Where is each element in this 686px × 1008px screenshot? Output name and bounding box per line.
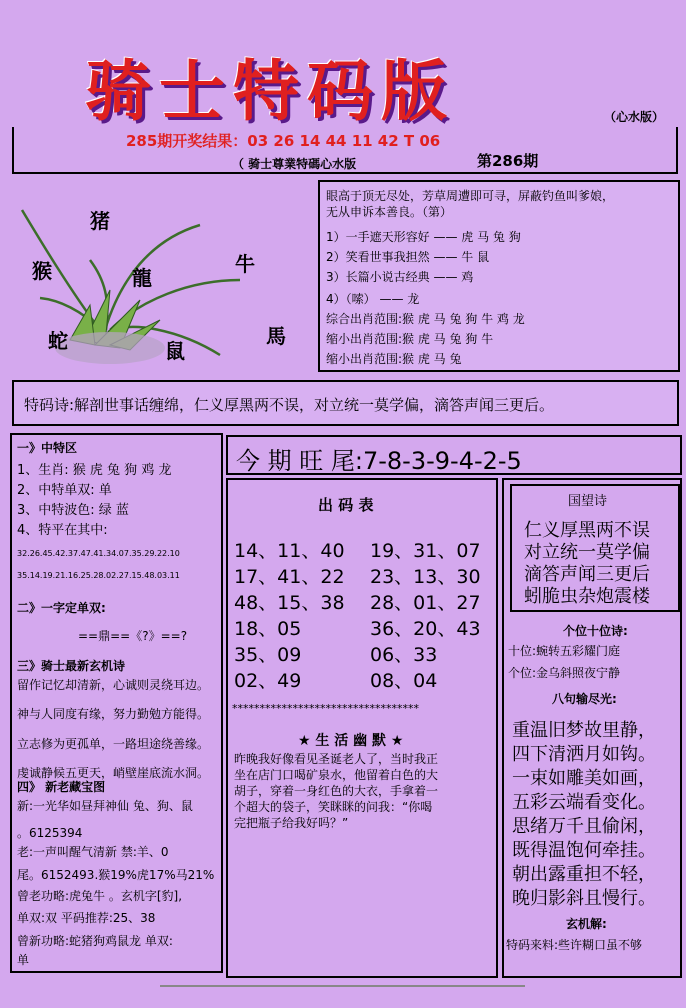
num-row-3a: 48、15、38	[234, 592, 345, 614]
animal-horse: 馬	[266, 324, 286, 348]
zodiac-range-3: 缩小出肖范围:猴 虎 马 兔	[326, 352, 462, 366]
num-row-3b: 28、01、27	[370, 592, 481, 614]
treasure-line-5: 曾老功略:虎兔牛 。玄机字[豹],	[17, 889, 183, 903]
baju-line-1: 重温旧梦故里静，	[512, 720, 656, 741]
zodiac-line: 1、生肖: 猴 虎 兔 狗 鸡 龙	[17, 463, 172, 478]
baju-line-8: 晚归影斜且慢行。	[512, 888, 656, 909]
page-title: 骑士特码版	[85, 52, 455, 130]
guowang-line-1: 仁义厚黑两不误	[524, 520, 650, 541]
humor-title: ★ 生 活 幽 默 ★	[298, 733, 404, 749]
gewei-line: 个位:金乌斜照夜宁静	[508, 666, 621, 680]
special-poem-text: 特码诗:解剖世事话缠绵，仁义厚黑两不误，对立统一莫学偏，滴答声闻三更后。	[24, 396, 555, 414]
poem-line-3: 3）长篇小说古经典 —— 鸡	[326, 270, 474, 284]
left-panel	[10, 433, 223, 973]
poem-line-1: 1）一手遮天形容好 —— 虎 马 兔 狗	[326, 230, 521, 244]
num-row-1b: 19、31、07	[370, 540, 481, 562]
num-row-2b: 23、13、30	[370, 566, 481, 588]
edition-label: （心水版）	[604, 110, 665, 124]
num-row-2a: 17、41、22	[234, 566, 345, 588]
humor-line-3: 胡子，穿着一身红色的大衣，手拿着一	[234, 784, 439, 798]
poem-line-2: 2）笑看世事我担然 —— 牛 鼠	[326, 250, 490, 264]
num-row-6a: 02、49	[234, 670, 302, 692]
numbers-title: 出 码 表	[318, 496, 374, 514]
zodiac-range-2: 缩小出肖范围:猴 虎 马 兔 狗 牛	[326, 332, 494, 346]
num-row-4b: 36、20、43	[370, 618, 481, 640]
treasure-line-3: 老:一声叫醒气清新 禁:羊、0	[17, 845, 169, 859]
guowang-line-4: 蚓脆虫杂炮震楼	[524, 586, 650, 607]
numbers-table	[226, 478, 498, 978]
shiwei-line: 十位:蜿转五彩耀门庭	[508, 644, 621, 658]
section-mystery-poem: 三》骑士最新玄机诗	[17, 659, 126, 673]
plant-illustration	[10, 180, 313, 370]
mystery-line-2: 神与人同度有缘，努力勤勉方能得。	[17, 707, 210, 721]
guowang-line-2: 对立统一莫学偏	[524, 542, 650, 563]
mystery-line-1: 留作记忆却清新，心诚则灵绕耳边。	[17, 678, 210, 692]
xuanji-title: 玄机解:	[566, 917, 607, 931]
num-row-5b: 06、33	[370, 644, 438, 666]
footer-divider	[160, 985, 525, 988]
num-row-4a: 18、05	[234, 618, 302, 640]
num-row-5a: 35、09	[234, 644, 302, 666]
treasure-line-1: 新:一光华如昼拜神仙 兔、狗、鼠	[17, 799, 193, 813]
baju-title: 八句输尽光:	[552, 692, 617, 706]
num-row-1a: 14、11、40	[234, 540, 345, 562]
humor-line-5: 完把瓶子给我好吗？”	[234, 816, 349, 830]
treasure-line-4: 尾。6152493.猴19%虎17%马21%	[17, 868, 215, 882]
lucky-tail-box	[226, 435, 682, 475]
mystery-line-3: 立志修为更孤单，一路坦途绕善缘。	[17, 737, 210, 751]
treasure-line-2: 。6125394	[17, 826, 83, 840]
special-flat-line: 4、特平在其中:	[17, 523, 108, 538]
baju-line-6: 既得温饱何牵挂。	[512, 840, 656, 861]
mystery-line-4: 虔诚静候五更天，峭壁崖底流水洞。	[17, 766, 210, 780]
humor-line-1: 昨晚我好像看见圣诞老人了，当时我正	[234, 752, 439, 766]
baju-line-7: 朝出露重担不轻，	[512, 864, 656, 885]
lucky-tail-text: 今 期 旺 尾:7-8-3-9-4-2-5	[236, 447, 522, 475]
guowang-line-3: 滴答声闻三更后	[524, 564, 650, 585]
section-treasure-map: 四》 新老藏宝图	[17, 780, 106, 794]
poem-intro-1: 眼高于顶无尽处，芳草周遭即可寻，屏蔽钓鱼叫爹娘，	[326, 189, 615, 203]
odd-even-line: 2、中特单双: 单	[17, 483, 112, 498]
poem-line-4: 4）（嗦） —— 龙	[326, 292, 420, 306]
num-row-6b: 08、04	[370, 670, 438, 692]
stars-divider: **********************************	[232, 702, 419, 715]
animal-rat: 鼠	[165, 339, 185, 363]
section-single-word: 二》一字定单双:	[17, 601, 106, 615]
guowang-poem-box	[510, 484, 680, 612]
baju-line-5: 思绪万千且偷闲，	[512, 816, 656, 837]
ding-dan-hint: ==鼎==《?》==?	[78, 629, 188, 643]
baju-line-3: 一束如雕美如画，	[512, 768, 656, 789]
animal-ox: 牛	[235, 252, 255, 276]
zodiac-range-1: 综合出肖范围:猴 虎 马 兔 狗 牛 鸡 龙	[326, 312, 525, 326]
animal-snake: 蛇	[48, 329, 68, 353]
poem-intro-2: 无从申诉本善良。（第）	[326, 205, 453, 219]
number-list-1: 32.26.45.42.37.47.41.34.07.35.29.22.10	[17, 549, 180, 558]
animal-dragon: 龍	[132, 266, 152, 290]
baju-line-4: 五彩云端看变化。	[512, 792, 656, 813]
treasure-line-8: 单	[17, 953, 30, 967]
issue-number: 第286期	[477, 152, 539, 170]
wave-color-line: 3、中特波色: 绿 蓝	[17, 503, 129, 518]
humor-line-4: 个超大的袋子，笑眯眯的问我：“你喝	[234, 800, 433, 814]
treasure-line-6: 单双:双 平码推荐:25、38	[17, 911, 156, 925]
animal-pig: 猪	[90, 209, 110, 233]
zodiac-poem-box	[318, 180, 680, 372]
section-special-zone: 一》中特区	[17, 441, 78, 455]
xuanji-line: 特码来料:些许糊口虽不够	[506, 938, 643, 952]
gewei-title: 个位十位诗:	[563, 624, 628, 638]
special-code-poem	[12, 380, 679, 426]
baju-line-2: 四下清洒月如钩。	[512, 744, 656, 765]
guowang-title: 国望诗	[568, 494, 608, 509]
header-subtitle: （ 骑士尊業特碼心水版	[232, 157, 357, 171]
animal-monkey: 猴	[32, 259, 52, 283]
lottery-result: 285期开奖结果：03 26 14 44 11 42 T 06	[126, 132, 441, 150]
treasure-line-7: 曾新功略:蛇猪狗鸡鼠龙 单双:	[17, 934, 173, 948]
humor-line-2: 坐在店门口喝矿泉水，他留着白色的大	[234, 768, 439, 782]
number-list-2: 35.14.19.21.16.25.28.02.27.15.48.03.11	[17, 571, 180, 580]
